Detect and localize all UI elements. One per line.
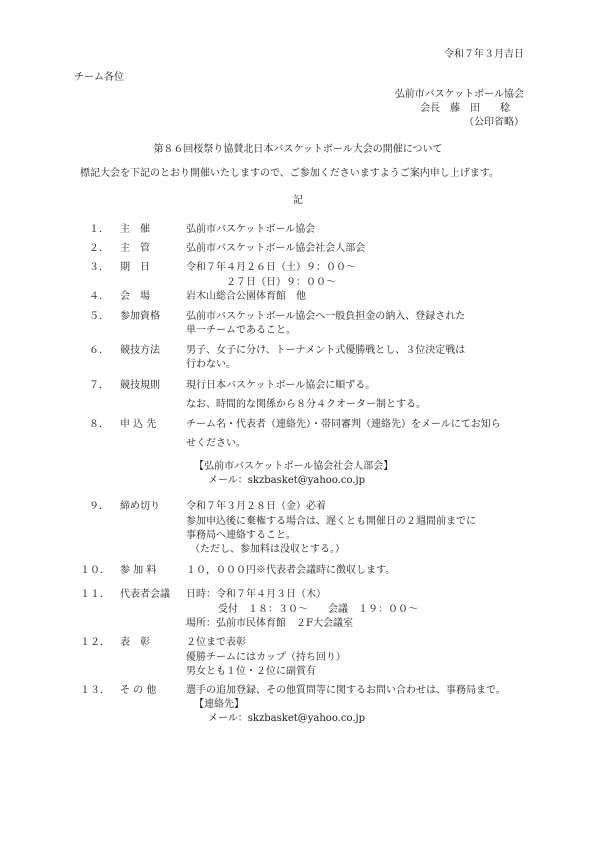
item-value: 参加申込後に棄権する場合は、遅くとも開催日の２週間前までに [186,516,476,527]
item-label: 競技方法 [120,345,160,356]
item-value: 弘前市バスケットボール協会 [186,224,316,235]
sender-president: 会長 藤 田 稔 [420,103,510,114]
ki-heading: 記 [293,195,303,206]
item-value: 日時：令和７年４月３日（木） [186,589,326,600]
item-number: １１． [80,589,110,600]
item-value: 受付 １８：３０～ 会議 １９：００～ [218,604,418,615]
item-label: 代表者会議 [120,589,170,600]
document-title: 第８６回桜祭り協賛北日本バスケットボール大会の開催について [153,144,443,155]
item-value: 場所：弘前市民体育館 ２F大会議室 [186,618,353,629]
item-value: チーム名・代表者（連絡先）・帯同審判（連絡先）をメールにてお知ら [186,419,501,430]
item-value: 岩木山総合公園体育館 他 [186,291,306,302]
item-number: ３． [89,262,109,273]
item-value: 弘前市バスケットボール協会社会人部会 [186,243,366,254]
item-label: 主 管 [120,243,150,254]
item-value: 男女とも１位・２位に副賞有 [186,666,316,677]
contact-heading: 【弘前市バスケットボール協会社会人部会】 [194,461,394,472]
item-label: 参 加 料 [120,565,157,576]
item-label: 表 彰 [120,637,150,648]
item-value: せください。 [186,438,246,449]
contact-email[interactable]: メール：skzbasket@yahoo.co.jp [208,475,365,486]
item-value: 令和７年３月２８日（金）必着 [186,501,326,512]
item-number: ８． [89,419,109,430]
item-value: １０，０００円※代表者会議時に徴収します。 [186,565,396,576]
item-label: 期 日 [120,262,150,273]
contact-heading: 【連絡先】 [194,699,244,710]
item-number: ２． [89,243,109,254]
seal-note: （公印省略） [464,117,524,128]
item-label: 参加資格 [120,311,160,322]
item-number: ６． [89,345,109,356]
item-value: 令和７年４月２６日（土）９：００～ [186,262,356,273]
item-value: 優勝チームにはカップ（持ち回り） [186,652,346,663]
item-value: 単一チームであること。 [186,325,296,336]
item-number: １３． [80,685,110,696]
item-label: 締め切り [120,501,160,512]
contact-email[interactable]: メール：skzbasket@yahoo.co.jp [208,713,365,724]
item-label: 会 場 [120,291,150,302]
item-value: ２７日（日）９：００～ [226,277,336,288]
item-value: 事務局へ連絡すること。 [186,530,296,541]
item-label: 競技規則 [120,380,160,391]
item-label: 主 催 [120,224,150,235]
item-value: 行わない。 [186,359,236,370]
item-value: 現行日本バスケットボール協会に順ずる。 [186,380,376,391]
item-number: ７． [89,380,109,391]
item-label: 申 込 先 [120,419,157,430]
item-value: 男子、女子に分け、トーナメント式優勝戦とし、３位決定戦は [186,345,466,356]
item-value: 弘前市バスケットボール協会へ一般負担金の納入、登録された [186,311,466,322]
sender-organization: 弘前市バスケットボール協会 [394,89,524,100]
item-value: 選手の追加登録、その他質問等に関するお問い合わせは、事務局まで。 [186,685,506,696]
item-number: ９． [89,501,109,512]
item-value: なお、時間的な関係から８分４クオーター制とする。 [186,399,426,410]
recipient: チーム各位 [74,72,124,83]
item-number: １２． [80,637,110,648]
item-value: （ただし、参加料は没収とする。） [190,544,345,555]
item-label: そ の 他 [120,685,157,696]
item-number: ５． [89,311,109,322]
item-number: １０． [80,565,110,576]
item-number: ４． [89,291,109,302]
item-value: ２位まで表彰 [186,637,246,648]
item-number: １． [89,224,109,235]
issue-date: 令和７年３月吉日 [444,49,524,60]
intro-text: 標記大会を下記のとおり開催いたしますので、ご参加くださいますようご案内申し上げます。 [80,168,499,179]
